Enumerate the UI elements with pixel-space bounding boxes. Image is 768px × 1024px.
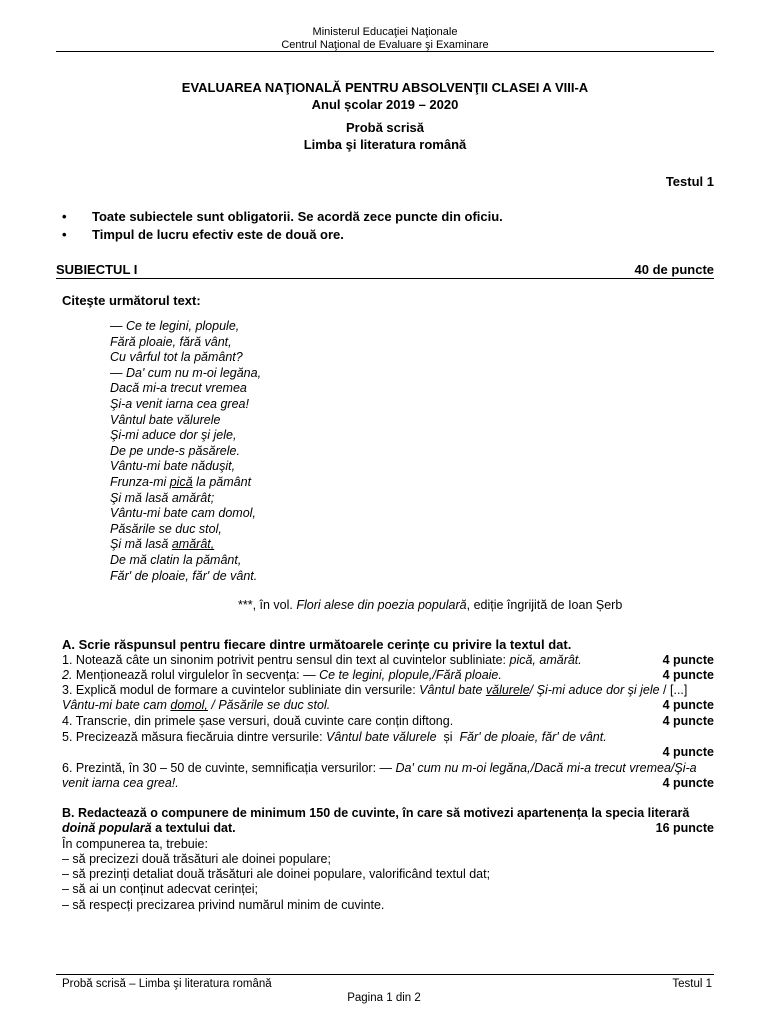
section-b-points: 16 puncte [655,821,714,836]
underlined-word: pică [169,474,193,489]
poem-line: — Ce te legini, plopule, [110,319,240,333]
instructions-list [62,208,712,244]
requirement-points: 4 puncte [662,668,714,682]
center-name: Centrul Naţional de Evaluare şi Examinare [281,39,489,51]
instruction-item: • Toate subiectele sunt obligatorii. Se acordă zece puncte din oficiu. [62,208,712,226]
requirement-6: 6. Prezintă, în 30 – 50 de cuvinte, semnificația versurilor: — Da' cum nu m-oi legăna,/Dacă mi-a trecut vremea/Şi-a venit iarna cea grea!. 4 puncte [62,761,714,791]
poem-line: Dacă mi-a trecut vremea [110,381,247,396]
header-rule [56,51,714,52]
test-label: Testul 1 [665,174,714,189]
subject-points: 40 de puncte [634,262,714,277]
source-book: Flori alese din poezia populară [296,598,467,612]
school-year: Anul școlar 2019 – 2020 [311,97,459,112]
section-b-item: – să respecți precizarea privind numărul minim de cuvinte. [62,898,385,912]
requirement-5: 5. Precizează măsura fiecăruia dintre versurile: Vântul bate vălurele și Făr' de ploaie, făr' de vânt. 4 puncte [62,730,714,760]
page-number: Pagina 1 din 2 [347,992,421,1004]
exam-subject: Limba şi literatura română [303,137,467,152]
poem-line: — Da' cum nu m-oi legăna, [110,365,262,380]
poem-line: De pe unde-s păsărele. [110,443,240,458]
section-b-item: – să prezinți detaliat două trăsături ale doinei populare, valorificând textul dat; [62,867,491,881]
requirement-4: 4 puncte 4. Transcrie, din primele șase versuri, două cuvinte care conțin diftong. [62,714,714,728]
ministry-name: Ministerul Educaţiei Naţionale [312,26,458,38]
section-b-item: – să precizezi două trăsături ale doinei populare; [62,852,331,866]
subject-name: SUBIECTUL I [56,262,138,277]
read-prompt: Citeşte următorul text: [62,293,201,308]
poem [110,319,261,584]
requirement-3: 3. Explică modul de formare a cuvintelor subliniate din versurile: Vântul bate vălurele/ Şi-mi aduce dor şi jele / [...] Vântu-mi bate cam domol, / Păsările se duc stol. 4 puncte [62,683,714,713]
instruction-item: • Timpul de lucru efectiv este de două ore. [62,226,712,244]
exam-type: Probă scrisă [345,120,425,135]
footer-right: Testul 1 [672,978,712,990]
exam-title: EVALUAREA NAŢIONALĂ PENTRU ABSOLVENŢII CLASEI A VIII-A [181,80,589,95]
poem-line: Cu vârful tot la pământ? [110,350,243,365]
poem-line: Făr' de ploaie, făr' de vânt. [110,568,258,583]
requirement-points: 4 puncte [662,698,714,713]
requirement-points: 4 puncte [662,776,714,791]
requirement-2: 4 puncte 2. Menționează rolul virgulelor în secvența: — Ce te legini, plopule,/Fără ploaie. [62,668,714,682]
poem-line: Păsările se duc stol, [110,521,222,536]
subject-heading [56,262,714,279]
section-b-intro: În compunerea ta, trebuie: [62,837,208,851]
requirement-1: 4 puncte 1. Notează câte un sinonim potrivit pentru sensul din text al cuvintelor subliniate: pică, amărât. [62,653,714,667]
poem-line: Şi mă lasă amărât, [110,537,215,552]
poem-line: Şi-a venit iarna cea grea! [110,396,249,411]
section-b-heading: B. Redactează o compunere de minimum 150 de cuvinte, în care să motivezi apartenența la specia literară doină populară a textului dat. 16 puncte [62,806,714,836]
poem-line: Fără ploaie, fără vânt, [110,334,232,349]
footer-rule [56,974,714,975]
poem-line: Şi mă lasă amărât; [110,490,215,505]
poem-source: ***, în vol. Flori alese din poezia populară, ediție îngrijită de Ioan Șerb [238,598,623,612]
poem-line: Vântu-mi bate cam domol, [110,506,256,521]
footer-left: Probă scrisă – Limba şi literatura română [62,978,272,990]
section-b-item: – să ai un conținut adecvat cerinței; [62,882,258,896]
poem-line: Vântul bate vălurele [110,412,221,427]
underlined-word: amărât, [171,537,215,552]
poem-line: Frunza-mi pică la pământ [110,474,252,489]
poem-line: Şi-mi aduce dor şi jele, [110,428,237,443]
requirement-points: 4 puncte [662,653,714,667]
requirement-points: 4 puncte [662,714,714,728]
poem-line: Vântu-mi bate năduşit, [110,459,236,474]
requirement-points: 4 puncte [662,745,714,760]
poem-line: De mă clatin la pământ, [110,552,242,567]
section-a-heading: A. Scrie răspunsul pentru fiecare dintre următoarele cerințe cu privire la textul dat. [62,637,572,652]
